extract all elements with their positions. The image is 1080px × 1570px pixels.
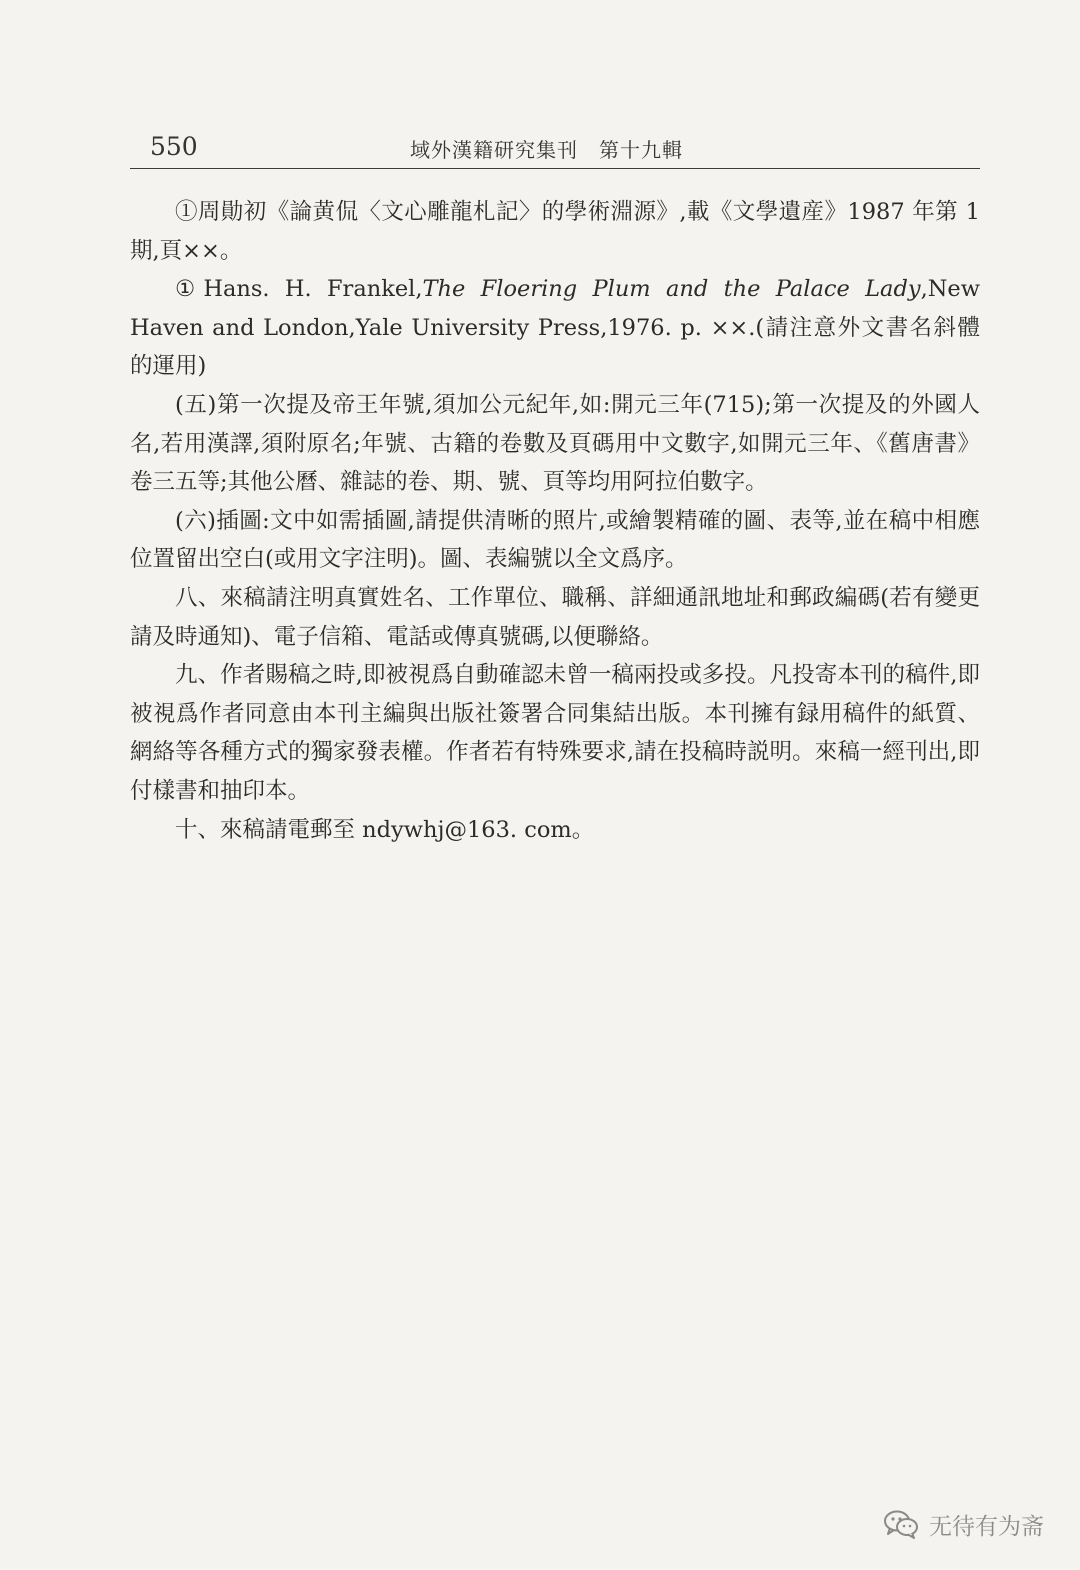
book-title-italic: The Floering Plum and the Palace Lady [422,276,921,303]
body-text [130,193,980,849]
rule-six: (六)插圖:文中如需插圖,請提供清晰的照片,或繪製精確的圖、表等,並在稿中相應位置留出空白(或用文字注明)。圖、表編號以全文爲序。 [130,507,980,573]
rule-nine: 九、作者賜稿之時,即被視爲自動確認未曾一稿兩投或多投。凡投寄本刊的稿件,即被視爲作者同意由本刊主編與出版社簽署合同集結出版。本刊擁有録用稿件的紙質、網絡等各種方式的獨家發表權。作者若有特殊要求,請在投稿時説明。來稿一經刊出,即付樣書和抽印本。 [130,662,980,804]
wechat-icon [883,1509,919,1539]
watermark-text: 无待有为斋 [929,1513,1044,1540]
footnote-frankel-author: ①Hans. H. Frankel, [175,276,423,303]
rule-ten: 十、來稿請電郵至 ndywhj@163. com。 [175,816,595,843]
watermark [883,1504,1044,1544]
rule-five: (五)第一次提及帝王年號,須加公元紀年,如:開元三年(715);第一次提及的外國人名,若用漢譯,須附原名;年號、古籍的卷數及頁碼用中文數字,如開元三年、《舊唐書》卷三五等;其他公曆、雜誌的卷、期、號、頁等均用阿拉伯數字。 [130,391,980,496]
page-header [130,128,980,169]
footnote-frankel [130,270,980,386]
rule-eight: 八、來稿請注明真實姓名、工作單位、職稱、詳細通訊地址和郵政編碼(若有變更請及時通知)、電子信箱、電話或傳真號碼,以便聯絡。 [130,584,980,650]
page-number: 550 [150,132,198,161]
footnote-zhou: ①周勛初《論黄侃〈文心雕龍札記〉的學術淵源》,載《文學遺産》1987 年第 1 期,頁××。 [130,199,980,264]
running-title: 域外漢籍研究集刊 第十九輯 [410,138,683,162]
footnote-frankel-publisher: ,New Haven and London,Yale University Press,1976. p. ××.(請注意外文書名斜體的運用) [130,276,981,380]
